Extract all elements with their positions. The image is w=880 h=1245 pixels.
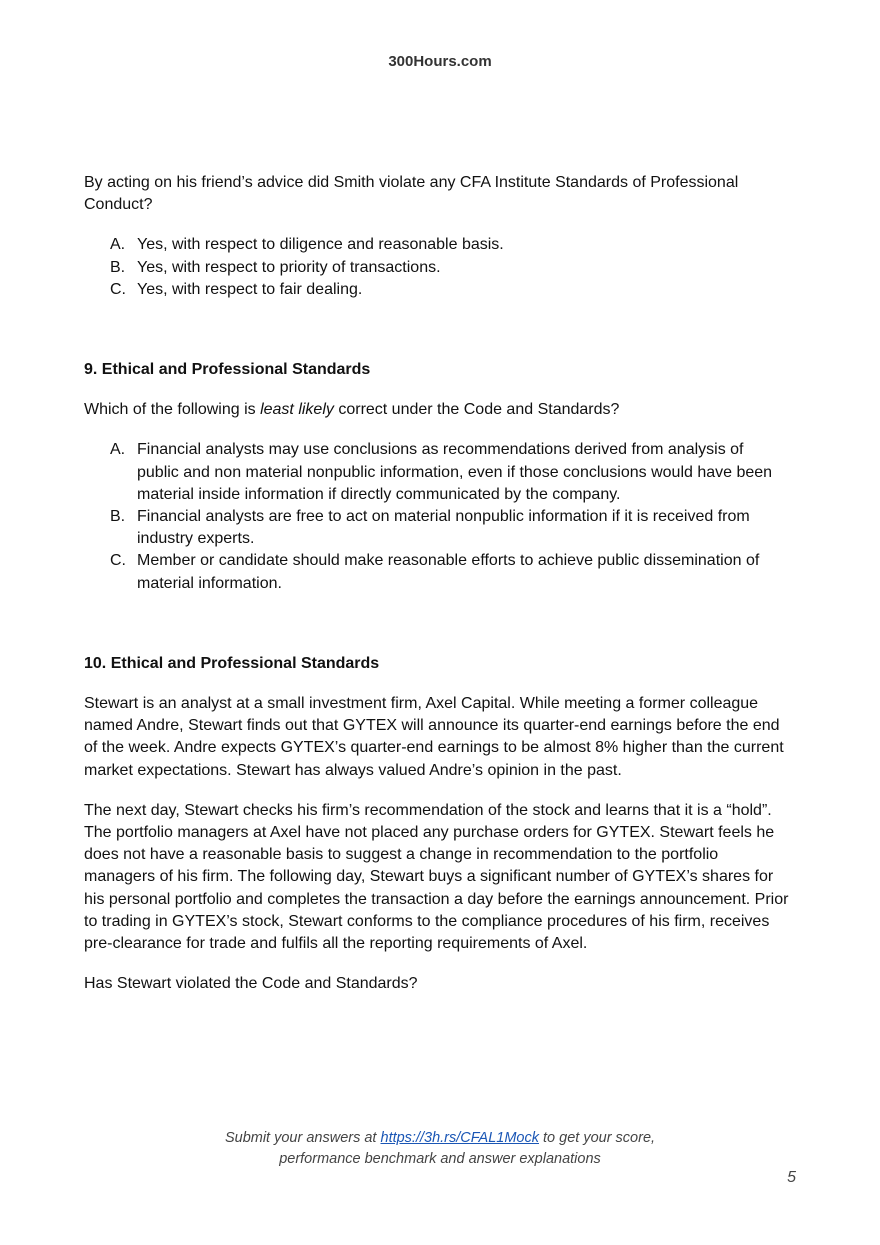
footer-note — [0, 1128, 880, 1169]
q8-stem: By acting on his friend’s advice did Smith violate any CFA Institute Standards of Professional Conduct? — [84, 174, 739, 214]
q10-heading: 10. Ethical and Professional Standards — [84, 654, 380, 672]
q9-stem: Which of the following is least likely correct under the Code and Standards? — [84, 401, 620, 419]
mock-exam-link[interactable]: https://3h.rs/CFAL1Mock — [380, 1130, 539, 1146]
q9-option-c: C. Member or candidate should make reasonable efforts to achieve public dissemination of material information. — [110, 552, 760, 592]
page-number: 5 — [787, 1169, 796, 1186]
q9-option-b: B. Financial analysts are free to act on material nonpublic information if it is received from industry experts. — [110, 508, 750, 548]
document-body — [84, 172, 789, 995]
q9-heading: 9. Ethical and Professional Standards — [84, 361, 371, 379]
site-header: 300Hours.com — [388, 53, 492, 70]
q10-question: Has Stewart violated the Code and Standards? — [84, 975, 418, 993]
q10-paragraph-1: Stewart is an analyst at a small investment firm, Axel Capital. While meeting a former colleague named Andre, Stewart finds out that GYTEX will announce its quarter-end earnings before the end of the week. Andre expects GYTEX’s quarter-end earnings to be almost 8% higher than the current market expectations. Stewart has always valued Andre’s opinion in the past. — [84, 695, 784, 779]
q10-paragraph-2: The next day, Stewart checks his firm’s recommendation of the stock and learns that it is a “hold”. The portfolio managers at Axel have not placed any purchase orders for GYTEX. Stewart feels he does not have a reasonable basis to suggest a change in recommendation to the portfolio managers of his firm. The following day, Stewart buys a significant number of GYTEX’s shares for his personal portfolio and completes the transaction a day before the earnings announcement. Prior to trading in GYTEX’s stock, Stewart conforms to the compliance procedures of his firm, receives pre-clearance for trade and fulfils all the reporting requirements of Axel. — [84, 801, 789, 953]
q8-option-b: B. Yes, with respect to priority of transactions. — [110, 258, 441, 276]
footer-line-2: performance benchmark and answer explanations — [279, 1150, 601, 1167]
q8-option-c: C. Yes, with respect to fair dealing. — [110, 280, 363, 298]
footer-line-1: Submit your answers at https://3h.rs/CFAL1Mock to get your score, — [224, 1130, 656, 1146]
q9-option-a: A. Financial analysts may use conclusions as recommendations derived from analysis of public and non material nonpublic information, even if those conclusions would have been material inside information if directly communicated by the company. — [110, 441, 773, 503]
q8-options — [84, 234, 789, 301]
q8-option-a: A. Yes, with respect to diligence and reasonable basis. — [110, 236, 504, 254]
q9-options — [84, 439, 789, 594]
